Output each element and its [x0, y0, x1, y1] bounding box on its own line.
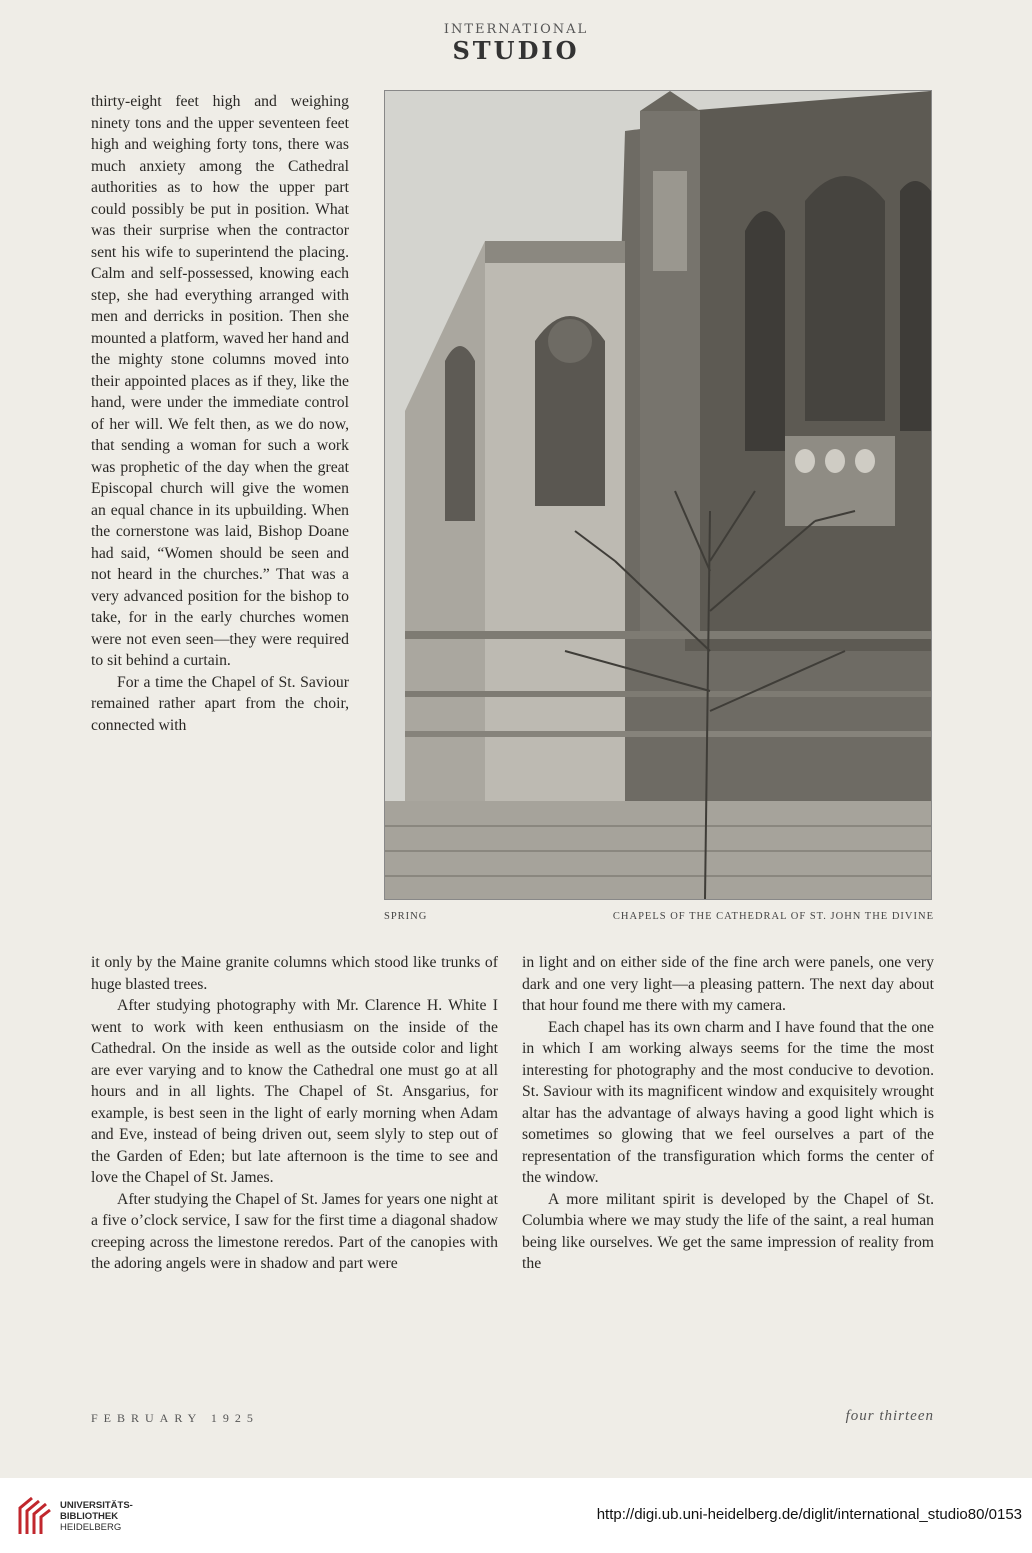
masthead-studio: STUDIO	[452, 36, 580, 65]
library-name-line: HEIDELBERG	[60, 1522, 122, 1533]
photo-caption-title: CHAPELS OF THE CATHEDRAL OF ST. JOHN THE DIVINE	[612, 911, 934, 922]
paragraph: it only by the Maine granite columns which stood like trunks of huge blasted trees.	[91, 954, 498, 993]
library-name-line: UNIVERSITÄTS-	[60, 1500, 133, 1511]
paragraph: Each chapel has its own charm and I have found that the one in which I am working always seems for the time the most interesting for photography and the most conducive to devotion. St. Saviour with its magnificent window and exquisitely wrought altar has the advantage of always having a good light which is sometimes so glowing that we feel ourselves a part of the representation of the transfiguration which forms the center of the window.	[522, 1018, 934, 1186]
paragraph: thirty-eight feet high and weighing ninety tons and the upper seventeen feet high and weighing forty tons, there was much anxiety among the Cathedral authorities as to how the upper part could possibly be put in position. What was their surprise when the contractor sent his wife to superintend the placing. Calm and self-possessed, knowing each step, she had everything arranged with men and derricks in position. Then she mounted a platform, waved her hand and the mighty stone columns moved into their appointed places as if they, like the hand, were under the immediate control of her will. We felt then, as we do now, that sending a woman for such a work was prophetic of the day when the great Episcopal church will give the women an equal chance in its upbuilding. When the cornerstone was laid, Bishop Doane had said, “Women should be seen and not heard in the churches.” That was a very advanced position for the bishop to take, for in the early churches women were not even seen—they were required to sit behind a curtain.	[91, 93, 349, 669]
footer-page-number: four thirteen	[845, 1408, 934, 1424]
paragraph: After studying the Chapel of St. James for years one night at a five o’clock service, I saw for the first time a diagonal shadow creeping across the limestone reredos. Part of the canopies with the adoring angels were in shadow and part were	[91, 1190, 498, 1272]
photo-caption-season: SPRING	[384, 911, 428, 922]
paragraph: After studying photography with Mr. Clarence H. White I went to work with keen enthusiasm on the inside of the Cathedral. On the inside as well as the outside color and light are ever varying and to know the Cathedral one must go at all hours and in all lights. The Chapel of St. Ansgarius, for example, is best seen in the light of early morning when Adam and Eve, instead of being driven out, seem slyly to step out of the Garden of Eden; but late afternoon is the time to see and love the Chapel of St. James.	[91, 997, 498, 1186]
masthead-international: INTERNATIONAL	[443, 22, 589, 37]
cathedral-photo-illustration	[385, 91, 931, 899]
paragraph: For a time the Chapel of St. Saviour remained rather apart from the choir, connected with	[91, 673, 349, 734]
paragraph: A more militant spirit is developed by the Chapel of St. Columbia where we may study the life of the saint, a real human being like ourselves. We get the same impression of reality from the	[522, 1190, 934, 1272]
footer-date: FEBRUARY 1925	[91, 1411, 259, 1425]
library-name-line: BIBLIOTHEK	[60, 1511, 119, 1522]
left-column-bottom	[91, 952, 498, 1275]
library-logo-icon	[14, 1494, 54, 1538]
library-footer-bar	[0, 1478, 1032, 1553]
cathedral-photograph	[384, 90, 932, 900]
paragraph: in light and on either side of the fine arch were panels, one very dark and one very light—a pleasing pattern. The next day about that hour found me there with my camera.	[522, 954, 934, 1014]
left-column-top	[91, 91, 349, 736]
source-url-link[interactable]: http://digi.ub.uni-heidelberg.de/diglit/international_studio80/0153	[596, 1506, 1022, 1523]
right-column	[522, 952, 934, 1275]
library-name	[60, 1500, 133, 1533]
